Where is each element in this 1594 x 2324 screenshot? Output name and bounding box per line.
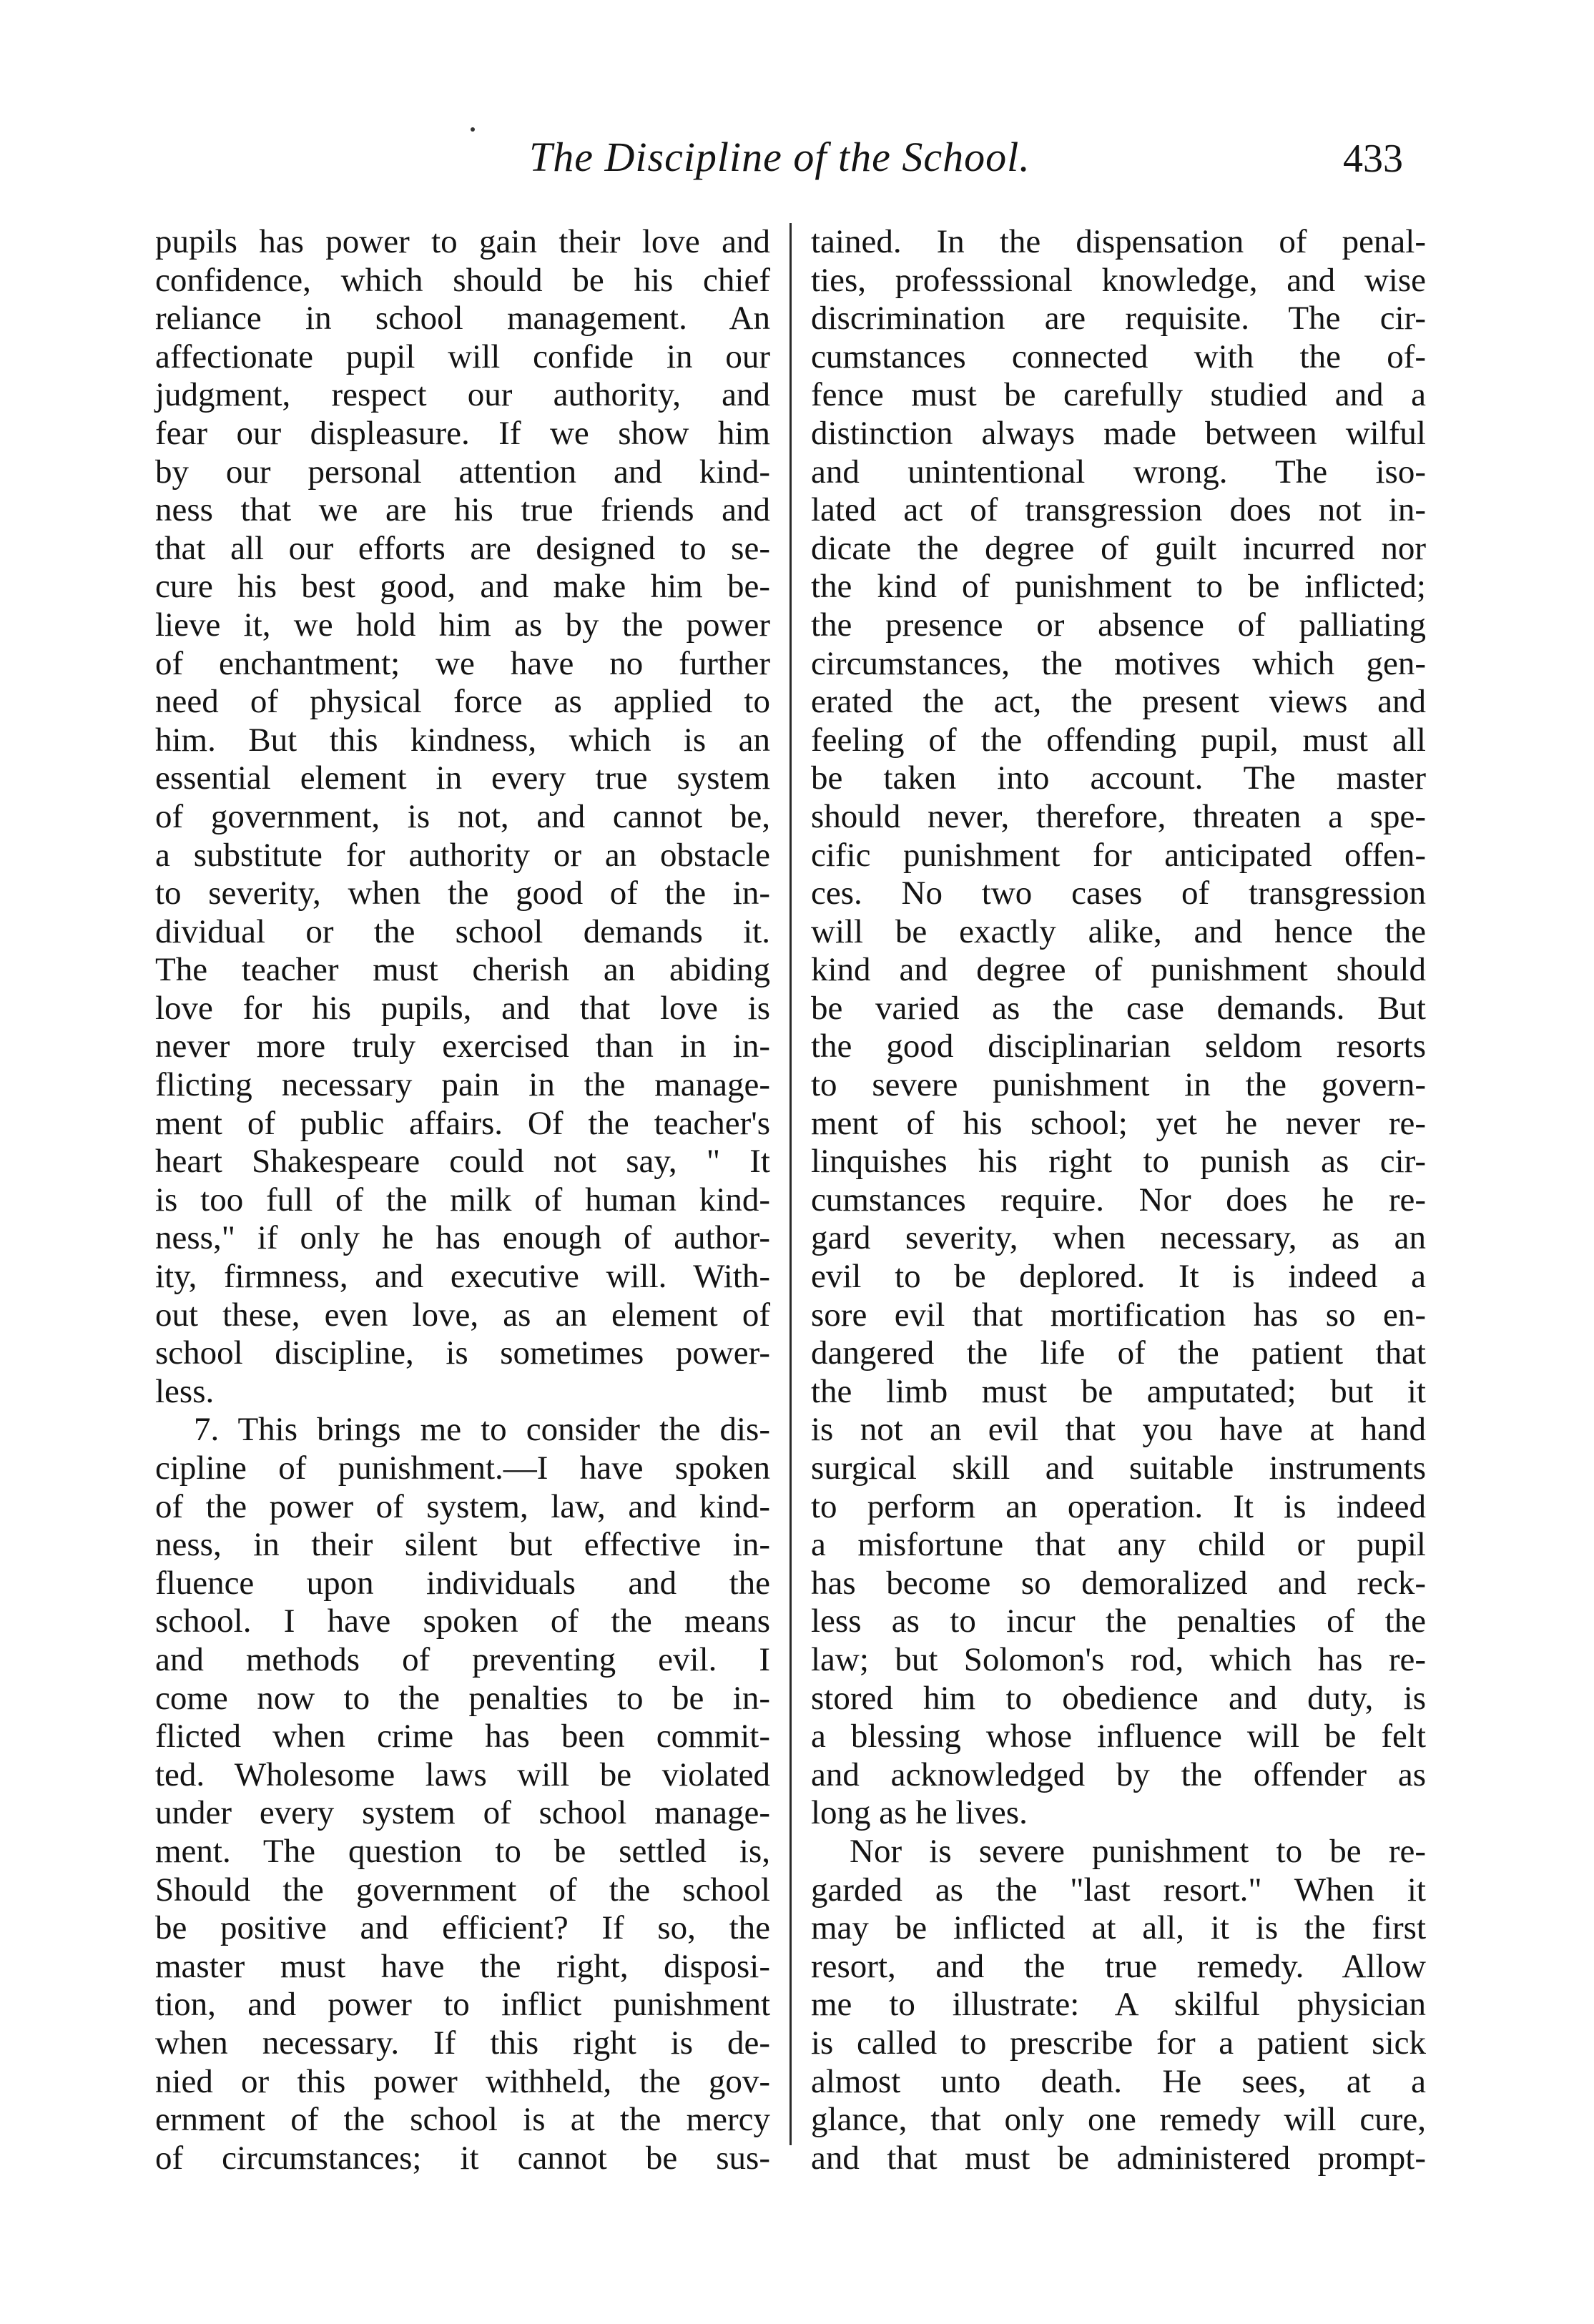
text-line: sore evil that mortification has so en- <box>811 1296 1426 1334</box>
text-line: resort, and the true remedy. Allow <box>811 1947 1426 1985</box>
text-line: the limb must be amputated; but it <box>811 1372 1426 1410</box>
text-line: has become so demoralized and reck- <box>811 1564 1426 1602</box>
text-line: and acknowledged by the offender as <box>811 1756 1426 1793</box>
text-line: nied or this power withheld, the gov- <box>155 2062 770 2100</box>
text-line: be varied as the case demands. But <box>811 989 1426 1027</box>
text-line: the presence or absence of palliating <box>811 606 1426 644</box>
text-line: gard severity, when necessary, as an <box>811 1219 1426 1257</box>
text-line: a substitute for authority or an obstacle <box>155 836 770 874</box>
text-line: less as to incur the penalties of the <box>811 1602 1426 1640</box>
text-line: of government, is not, and cannot be, <box>155 797 770 835</box>
text-line: reliance in school management. An <box>155 300 770 338</box>
text-line: lated act of transgression does not in- <box>811 491 1426 529</box>
text-line: garded as the "last resort." When it <box>811 1871 1426 1909</box>
text-line: dicate the degree of guilt incurred nor <box>811 529 1426 567</box>
text-line: ment of public affairs. Of the teacher's <box>155 1104 770 1142</box>
text-line: The teacher must cherish an abiding <box>155 951 770 989</box>
printer-mark <box>471 127 475 132</box>
text-line: tained. In the dispensation of penal- <box>811 223 1426 260</box>
text-line: and that must be administered prompt- <box>811 2139 1426 2177</box>
text-line: under every system of school manage- <box>155 1794 770 1832</box>
text-line: me to illustrate: A skilful physician <box>811 1986 1426 2024</box>
column-divider <box>789 223 792 2145</box>
text-line: school discipline, is sometimes power- <box>155 1334 770 1372</box>
text-line: never more truly exercised than in in- <box>155 1028 770 1065</box>
text-line: distinction always made between wilful <box>811 414 1426 452</box>
text-line: out these, even love, as an element of <box>155 1296 770 1334</box>
text-line: flicted when crime has been commit- <box>155 1718 770 1756</box>
text-line: a blessing whose influence will be felt <box>811 1718 1426 1756</box>
text-line: may be inflicted at all, it is the first <box>811 1909 1426 1947</box>
text-line: surgical skill and suitable instruments <box>811 1449 1426 1487</box>
text-line: feeling of the offending pupil, must all <box>811 721 1426 759</box>
text-line: ernment of the school is at the mercy <box>155 2101 770 2139</box>
text-line: is not an evil that you have at hand <box>811 1411 1426 1449</box>
text-line: ness that we are his true friends and <box>155 491 770 529</box>
page-number: 433 <box>1343 137 1403 181</box>
text-line: ces. No two cases of transgression <box>811 875 1426 912</box>
text-line: the kind of punishment to be inflicted; <box>811 568 1426 606</box>
text-line: cumstances require. Nor does he re- <box>811 1181 1426 1218</box>
text-line: glance, that only one remedy will cure, <box>811 2101 1426 2139</box>
text-line: master must have the right, disposi- <box>155 1947 770 1985</box>
text-line: by our personal attention and kind- <box>155 453 770 491</box>
text-line: erated the act, the present views and <box>811 683 1426 721</box>
text-line: evil to be deplored. It is indeed a <box>811 1258 1426 1296</box>
text-line: discrimination are requisite. The cir- <box>811 300 1426 338</box>
text-line: circumstances, the motives which gen- <box>811 644 1426 682</box>
text-line: ness," if only he has enough of author- <box>155 1219 770 1257</box>
running-header-title: The Discipline of the School. <box>529 134 1030 180</box>
text-line: law; but Solomon's rod, which has re- <box>811 1640 1426 1678</box>
text-line: ted. Wholesome laws will be violated <box>155 1756 770 1793</box>
right-text-column <box>811 223 1426 2177</box>
text-line: of enchantment; we have no further <box>155 644 770 682</box>
text-line: a misfortune that any child or pupil <box>811 1526 1426 1564</box>
text-line: cipline of punishment.—I have spoken <box>155 1449 770 1487</box>
text-line: and unintentional wrong. The iso- <box>811 453 1426 491</box>
text-line: fence must be carefully studied and a <box>811 376 1426 414</box>
text-line: judgment, respect our authority, and <box>155 376 770 414</box>
text-line: fluence upon individuals and the <box>155 1564 770 1602</box>
text-line: to severe punishment in the govern- <box>811 1066 1426 1104</box>
text-line: ity, firmness, and executive will. With- <box>155 1258 770 1296</box>
text-line: that all our efforts are designed to se- <box>155 529 770 567</box>
text-line: essential element in every true system <box>155 759 770 797</box>
text-line: linquishes his right to punish as cir- <box>811 1143 1426 1181</box>
text-line: confidence, which should be his chief <box>155 261 770 299</box>
text-line: need of physical force as applied to <box>155 683 770 721</box>
text-line: ment of his school; yet he never re- <box>811 1104 1426 1142</box>
text-line: tion, and power to inflict punishment <box>155 1986 770 2024</box>
left-text-column <box>155 223 770 2177</box>
text-line: pupils has power to gain their love and <box>155 223 770 260</box>
text-line: should never, therefore, threaten a spe- <box>811 797 1426 835</box>
text-line: ment. The question to be settled is, <box>155 1832 770 1870</box>
text-line: to perform an operation. It is indeed <box>811 1487 1426 1525</box>
text-line: stored him to obedience and duty, is <box>811 1679 1426 1717</box>
text-line: will be exactly alike, and hence the <box>811 912 1426 950</box>
text-line: and methods of preventing evil. I <box>155 1640 770 1678</box>
text-line: of the power of system, law, and kind- <box>155 1487 770 1525</box>
text-line: ties, professsional knowledge, and wise <box>811 261 1426 299</box>
text-line: flicting necessary pain in the manage- <box>155 1066 770 1104</box>
text-line: when necessary. If this right is de- <box>155 2024 770 2062</box>
text-line: cific punishment for anticipated offen- <box>811 836 1426 874</box>
text-line: be positive and efficient? If so, the <box>155 1909 770 1947</box>
text-line: of circumstances; it cannot be sus- <box>155 2139 770 2177</box>
text-line: less. <box>155 1372 215 1410</box>
text-line: school. I have spoken of the means <box>155 1602 770 1640</box>
text-line: cumstances connected with the of- <box>811 338 1426 375</box>
text-line: dividual or the school demands it. <box>155 912 770 950</box>
text-line: love for his pupils, and that love is <box>155 989 770 1027</box>
text-line: Should the government of the school <box>155 1871 770 1909</box>
text-line: almost unto death. He sees, at a <box>811 2062 1426 2100</box>
text-line: to severity, when the good of the in- <box>155 875 770 912</box>
text-line: dangered the life of the patient that <box>811 1334 1426 1372</box>
text-line: him. But this kindness, which is an <box>155 721 770 759</box>
text-line: is called to prescribe for a patient sick <box>811 2024 1426 2062</box>
text-line: affectionate pupil will confide in our <box>155 338 770 375</box>
text-line: the good disciplinarian seldom resorts <box>811 1028 1426 1065</box>
text-line: fear our displeasure. If we show him <box>155 414 770 452</box>
text-line: ness, in their silent but effective in- <box>155 1526 770 1564</box>
text-line: heart Shakespeare could not say, " It <box>155 1143 770 1181</box>
text-line: lieve it, we hold him as by the power <box>155 606 770 644</box>
text-line: Nor is severe punishment to be re- <box>850 1832 1426 1870</box>
text-line: long as he lives. <box>811 1794 1028 1832</box>
text-line: is too full of the milk of human kind- <box>155 1181 770 1218</box>
text-line: be taken into account. The master <box>811 759 1426 797</box>
text-line: 7. This brings me to consider the dis- <box>194 1411 770 1449</box>
text-line: cure his best good, and make him be- <box>155 568 770 606</box>
text-line: kind and degree of punishment should <box>811 951 1426 989</box>
text-line: come now to the penalties to be in- <box>155 1679 770 1717</box>
